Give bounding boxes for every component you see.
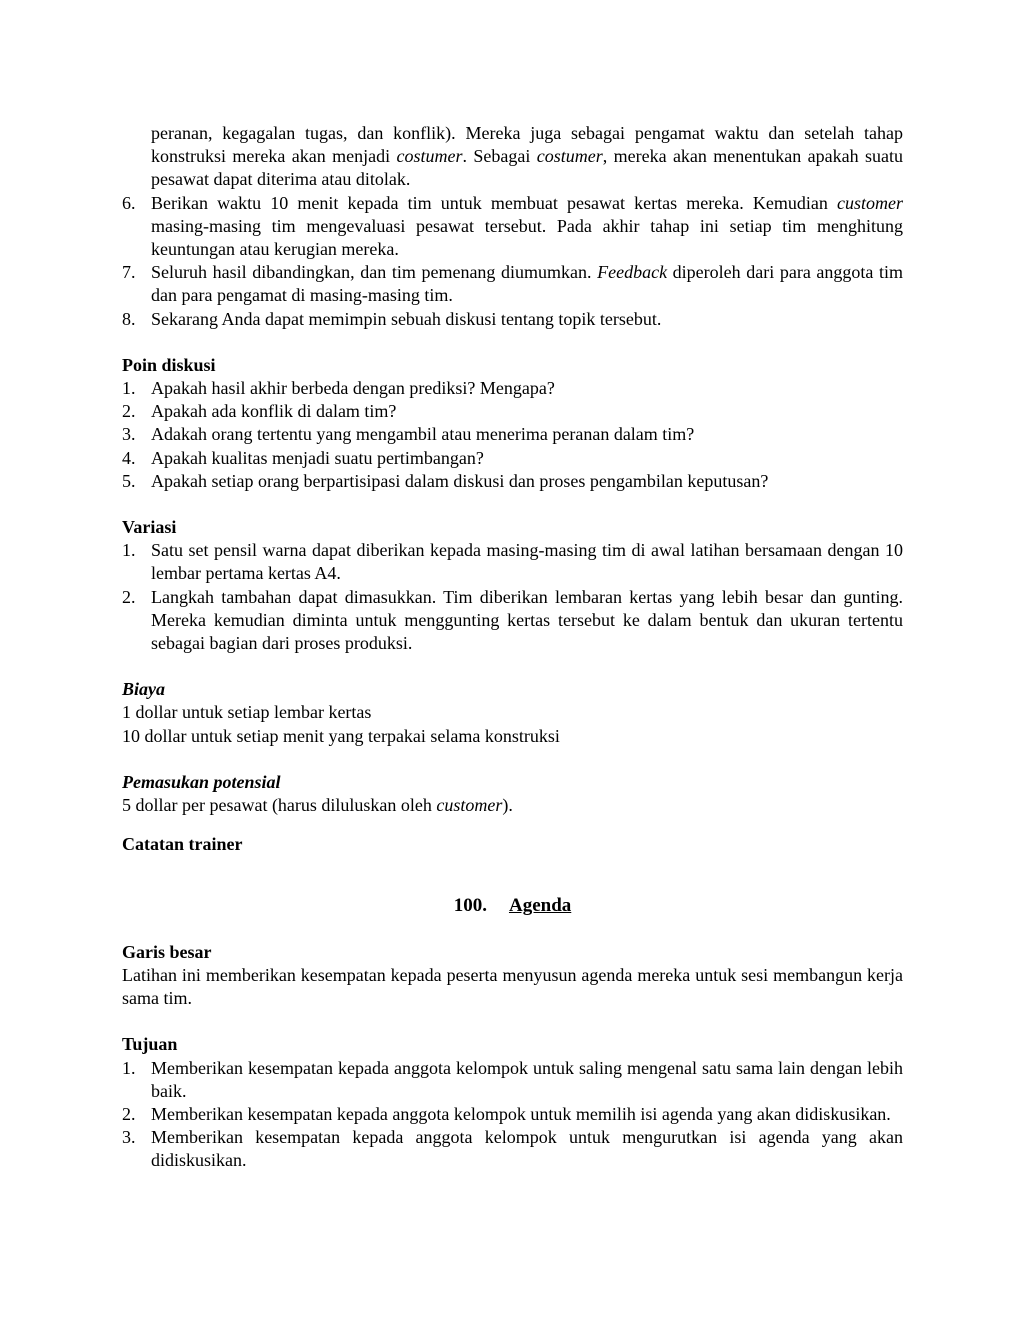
list-item: 4. Apakah kualitas menjadi suatu pertimbangan? (122, 447, 484, 468)
list-item: 7. Seluruh hasil dibandingkan, dan tim pemenang diumumkan. Feedback diperoleh dari para anggota tim dan para pengamat di masing-masing tim. (122, 262, 903, 306)
poin-diskusi-list (122, 377, 903, 493)
pemasukan-line: 5 dollar per pesawat (harus diluluskan oleh customer). (122, 795, 513, 816)
biaya-line: 1 dollar untuk setiap lembar kertas (122, 702, 372, 723)
list-item: 1. Satu set pensil warna dapat diberikan kepada masing-masing tim di awal latihan bersamaan dengan 10 lembar pertama kertas A4. (122, 540, 903, 584)
document-page (122, 122, 903, 1173)
catatan-trainer-heading: Catatan trainer (122, 834, 243, 855)
steps-list (122, 192, 903, 331)
section-heading-garis-besar: Garis besar (122, 941, 212, 962)
divider-rule: ____________________________________________________________________________ (122, 817, 806, 834)
list-item: 1. Memberikan kesempatan kepada anggota kelompok untuk saling mengenal satu sama lain dengan lebih baik. (122, 1057, 903, 1101)
section-heading-poin-diskusi: Poin diskusi (122, 354, 216, 375)
section-heading-variasi: Variasi (122, 517, 177, 538)
list-item: 2. Memberikan kesempatan kepada anggota kelompok untuk memilih isi agenda yang akan didiskusikan. (122, 1103, 891, 1124)
list-item: 5. Apakah setiap orang berpartisipasi dalam diskusi dan proses pengambilan keputusan? (122, 470, 769, 491)
list-item: 3. Memberikan kesempatan kepada anggota kelompok untuk mengurutkan isi agenda yang akan didiskusikan. (122, 1127, 903, 1171)
biaya-line: 10 dollar untuk setiap menit yang terpakai selama konstruksi (122, 725, 560, 746)
tujuan-list (122, 1057, 903, 1173)
list-item: 2. Apakah ada konflik di dalam tim? (122, 401, 397, 422)
section-heading-biaya: Biaya (122, 679, 165, 700)
list-item: 1. Apakah hasil akhir berbeda dengan prediksi? Mengapa? (122, 378, 555, 399)
garis-besar-paragraph: Latihan ini memberikan kesempatan kepada peserta menyusun agenda mereka untuk sesi membangun kerja sama tim. (122, 964, 903, 1009)
continuation-paragraph: peranan, kegagalan tugas, dan konflik). Mereka juga sebagai pengamat waktu dan setelah tahap konstruksi mereka akan menjadi costumer. Sebagai costumer, mereka akan menentukan apakah suatu pesawat dapat diterima atau ditolak. (151, 123, 904, 190)
list-item: 3. Adakah orang tertentu yang mengambil atau menerima peranan dalam tim? (122, 424, 695, 445)
section-heading-tujuan: Tujuan (122, 1034, 178, 1055)
list-item: 2. Langkah tambahan dapat dimasukkan. Tim diberikan lembaran kertas yang lebih besar dan gunting. Mereka kemudian diminta untuk menggunting kertas tersebut ke dalam bentuk dan ukuran tertentu sebagai bagian dari proses produksi. (122, 586, 903, 654)
variasi-list (122, 539, 903, 655)
section-title-agenda: 100. Agenda (453, 895, 572, 917)
section-heading-pemasukan: Pemasukan potensial (122, 771, 281, 792)
list-item: 6. Berikan waktu 10 menit kepada tim untuk membuat pesawat kertas mereka. Kemudian customer masing-masing tim mengevaluasi pesawat tersebut. Pada akhir tahap ini setiap tim menghitung keuntungan atau kerugian mereka. (122, 192, 903, 260)
list-item: 8. Sekarang Anda dapat memimpin sebuah diskusi tentang topik tersebut. (122, 308, 662, 329)
